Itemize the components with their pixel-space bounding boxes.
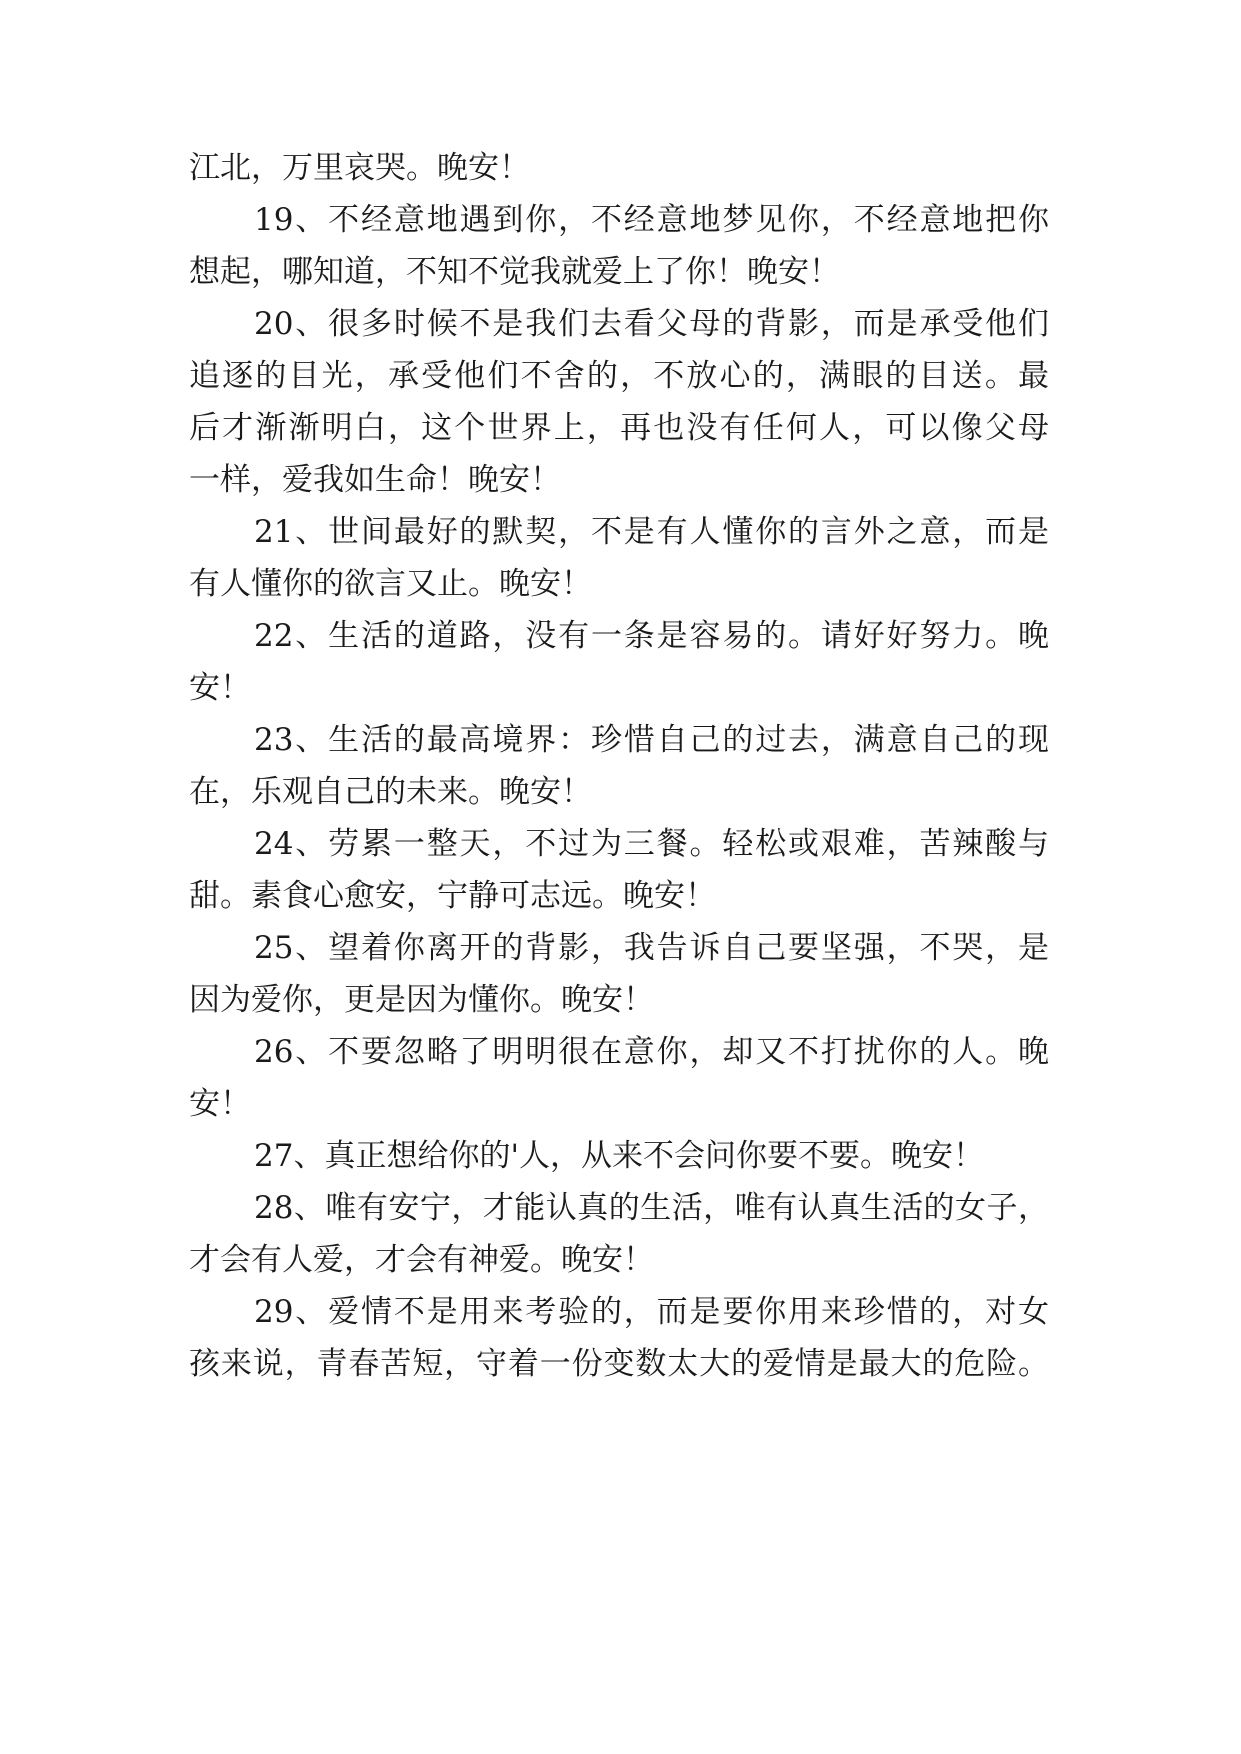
text-line: 安！	[189, 1086, 251, 1122]
text-line: 甜。素食心愈安，宁静可志远。晚安！	[189, 878, 716, 914]
text-line: 25、望着你离开的背影，我告诉自己要坚强，不哭，是	[254, 930, 1049, 966]
text-line: 27、真正想给你的'人，从来不会问你要不要。晚安！	[254, 1138, 984, 1174]
text-line: 21、世间最好的默契，不是有人懂你的言外之意，而是	[254, 514, 1049, 550]
text-line: 有人懂你的欲言又止。晚安！	[189, 566, 592, 602]
text-line: 29、爱情不是用来考验的，而是要你用来珍惜的，对女	[254, 1294, 1049, 1330]
text-line: 一样，爱我如生命！晚安！	[189, 462, 561, 498]
text-line: 江北，万里哀哭。晚安！	[189, 150, 530, 186]
text-line: 24、劳累一整天，不过为三餐。轻松或艰难，苦辣酸与	[254, 826, 1049, 862]
text-line: 22、生活的道路，没有一条是容易的。请好好努力。晚	[254, 618, 1049, 654]
text-line: 孩来说，青春苦短，守着一份变数太大的爱情是最大的危险。	[189, 1346, 1049, 1382]
text-line: 想起，哪知道，不知不觉我就爱上了你！晚安！	[189, 254, 840, 290]
text-line: 追逐的目光，承受他们不舍的，不放心的，满眼的目送。最	[189, 358, 1049, 394]
text-line: 20、很多时候不是我们去看父母的背影，而是承受他们	[254, 306, 1049, 342]
text-line: 后才渐渐明白，这个世界上，再也没有任何人，可以像父母	[189, 410, 1049, 446]
text-line: 安！	[189, 670, 251, 706]
text-line: 23、生活的最高境界：珍惜自己的过去，满意自己的现	[254, 722, 1049, 758]
text-line: 因为爱你，更是因为懂你。晚安！	[189, 982, 654, 1018]
text-line: 19、不经意地遇到你，不经意地梦见你，不经意地把你	[254, 202, 1049, 238]
text-line: 26、不要忽略了明明很在意你，却又不打扰你的人。晚	[254, 1034, 1049, 1070]
text-line: 在，乐观自己的未来。晚安！	[189, 774, 592, 810]
text-line: 才会有人爱，才会有神爱。晚安！	[189, 1242, 654, 1278]
text-line: 28、唯有安宁，才能认真的生活，唯有认真生活的女子，	[254, 1190, 1049, 1226]
